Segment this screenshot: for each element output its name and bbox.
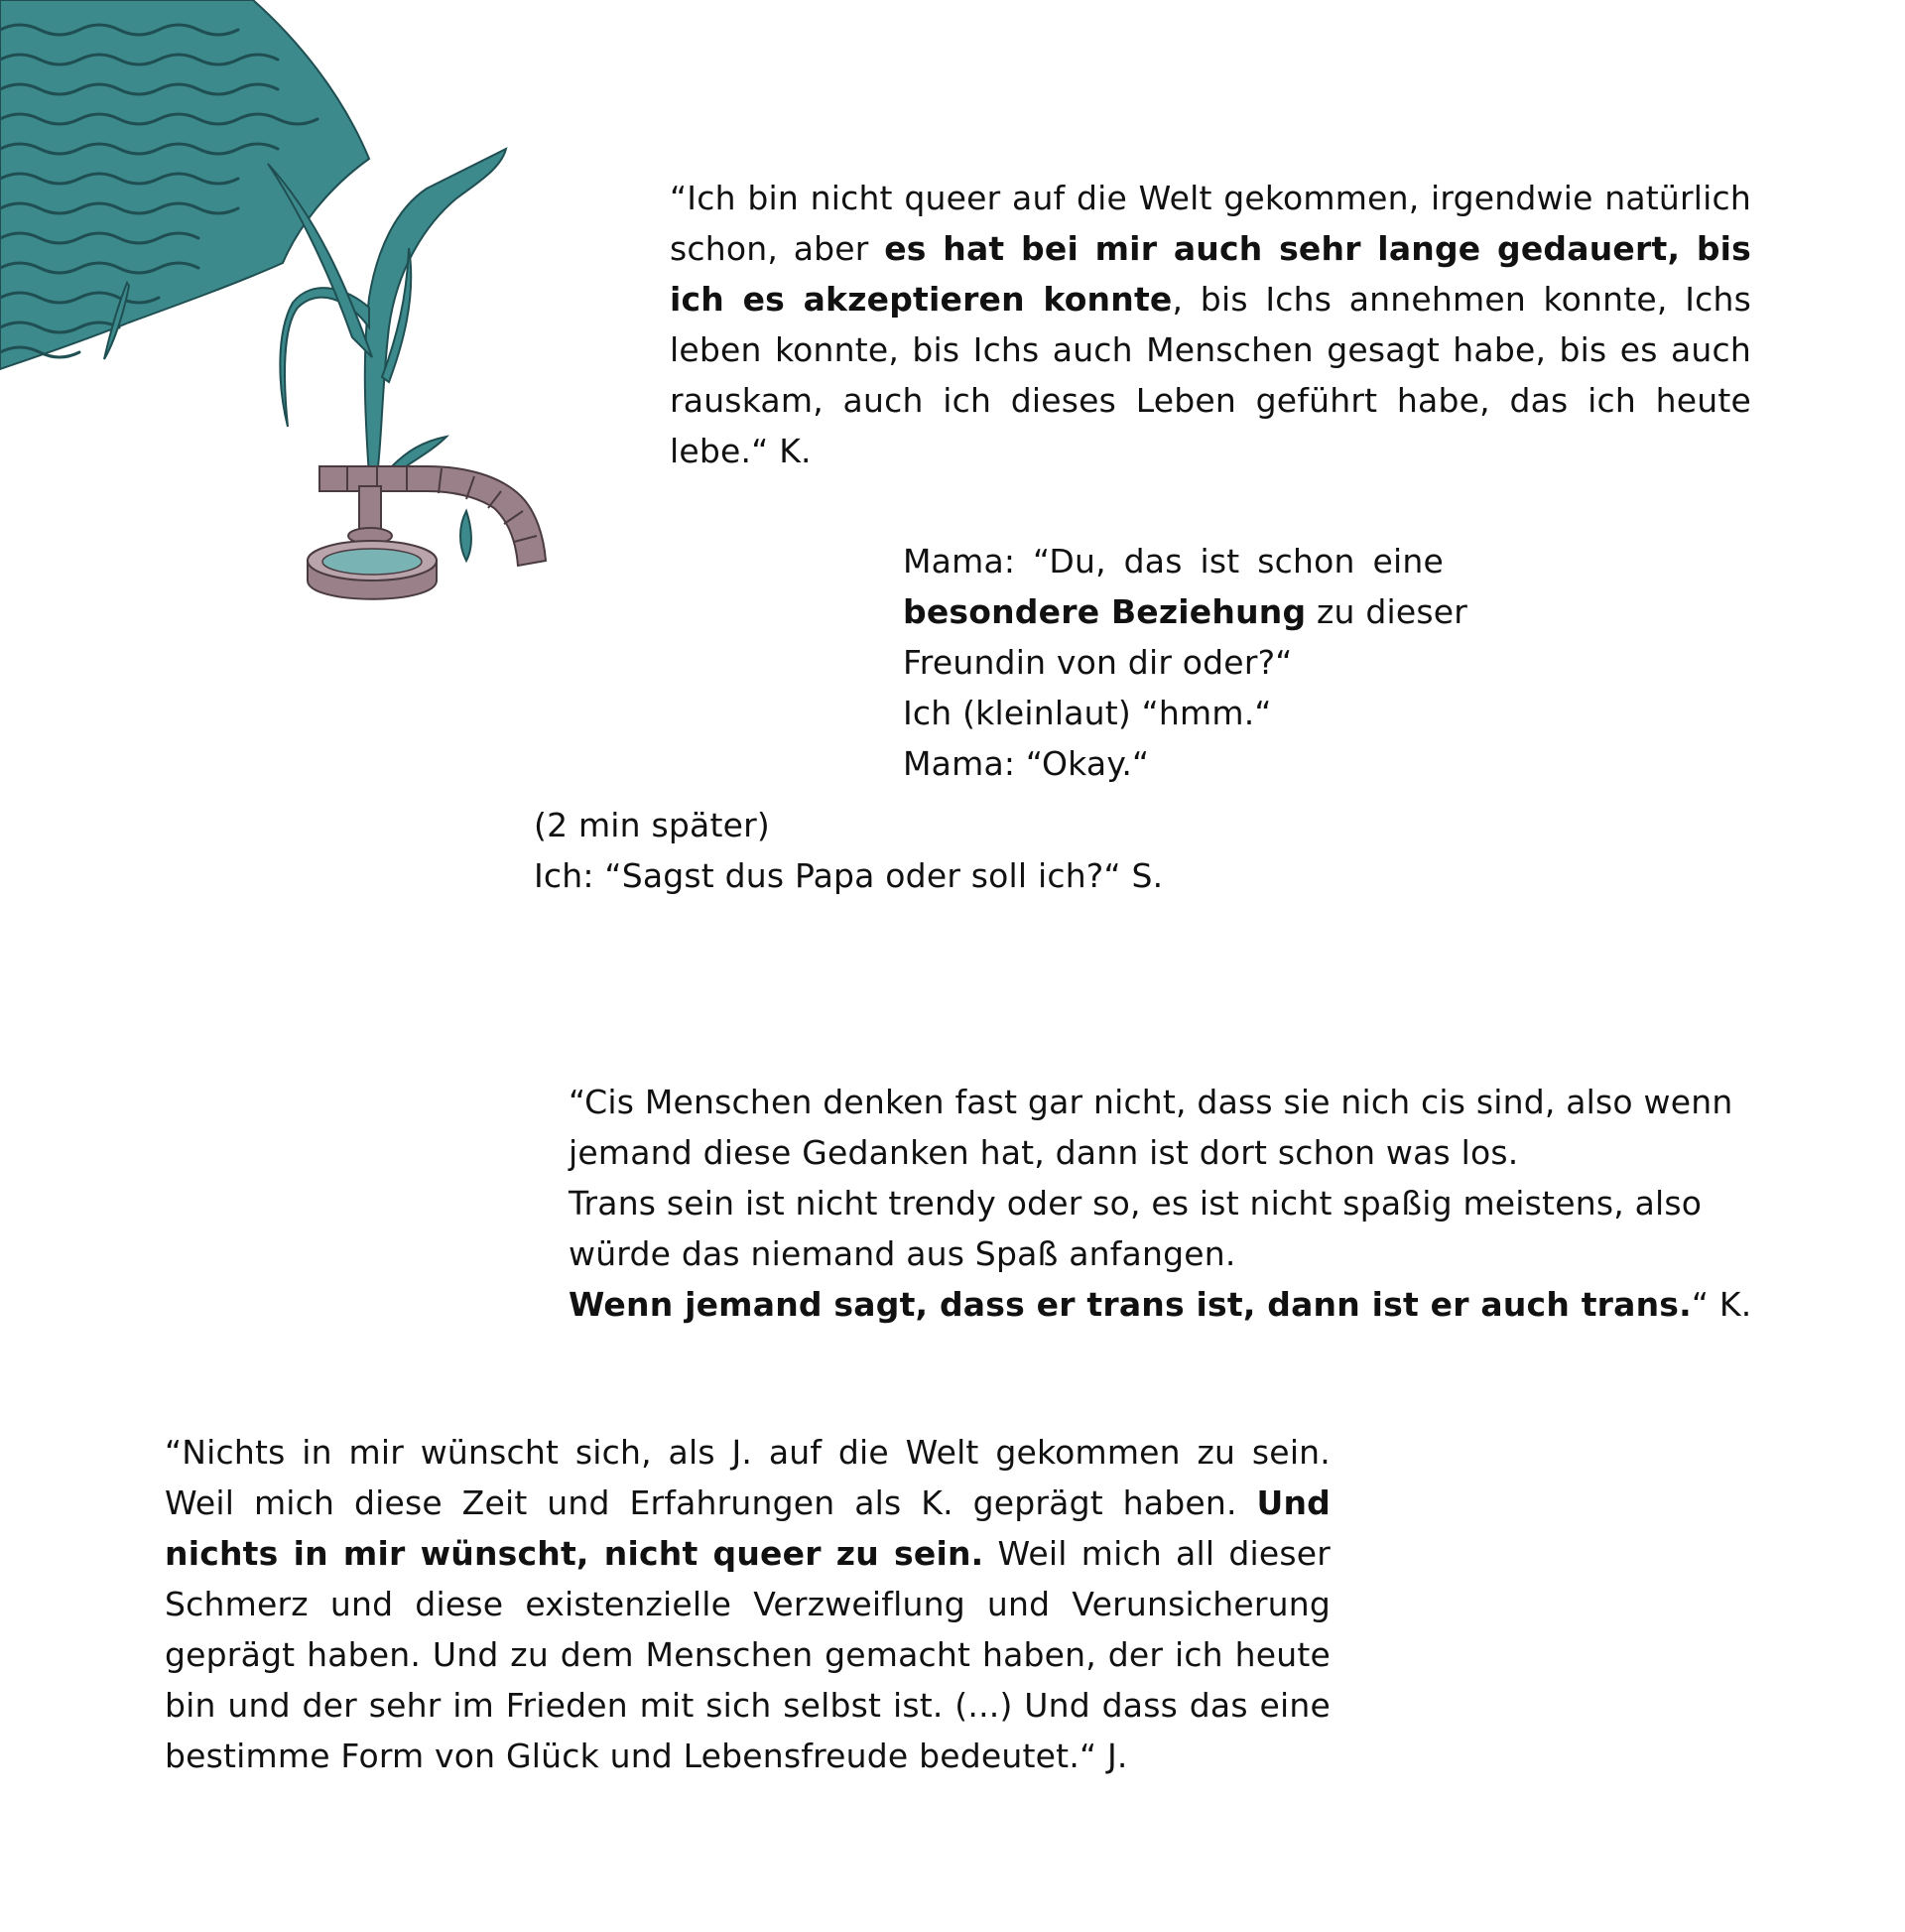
quote-text: Weil mich all dieser Schmerz und diese existenzielle Verzweiflung und Verunsicherung geprägt haben. Und zu dem Menschen gemacht haben, der ich heute bin und der sehr im Frieden mit sich selbst ist. (...) Und dass das eine bestimme Form von Glück und Lebensfreude bedeutet.“ J. — [165, 1534, 1331, 1775]
dialogue-line: Ich: “Sagst dus Papa oder soll ich?“ S. — [534, 856, 1164, 895]
quote-emphasis: Und nichts in mir wünscht, nicht queer zu sein. — [165, 1483, 1331, 1573]
fountain-plant-icon — [0, 0, 556, 615]
quote-line: würde das niemand aus Spaß anfangen. — [569, 1234, 1236, 1273]
quote-j — [165, 1427, 1331, 1781]
dialogue-line — [903, 586, 1467, 637]
dialogue-later — [534, 800, 1228, 901]
quote-text: “ K. — [1691, 1285, 1752, 1324]
quote-line — [569, 1279, 1752, 1330]
quote-text: “Ich bin nicht queer auf die Welt gekommen, irgendwie natürlich schon, aber — [670, 179, 1751, 268]
dialogue-line: Mama: “Du, das ist schon eine — [903, 542, 1444, 580]
quote-k-trans — [569, 1077, 1752, 1330]
quote-text: “Nichts in mir wünscht sich, als J. auf die Welt gekommen zu sein. Weil mich diese Zeit und Erfahrungen als K. geprägt haben. — [165, 1433, 1331, 1522]
quote-k-coming-out — [670, 173, 1751, 476]
dialogue-line: Ich (kleinlaut) “hmm.“ — [903, 694, 1272, 732]
quote-text: , bis Ichs annehmen konnte, Ichs leben konnte, bis Ichs auch Menschen gesagt habe, bis es auch rauskam, auch ich dieses Leben geführt habe, das ich heute lebe.“ K. — [670, 280, 1752, 470]
quote-line: jemand diese Gedanken hat, dann ist dort schon was los. — [569, 1133, 1519, 1172]
dialogue-line: Mama: “Okay.“ — [903, 744, 1150, 783]
dialogue-line: Freundin von dir oder?“ — [903, 643, 1293, 682]
dialogue-line: (2 min später) — [534, 806, 770, 844]
quote-line: “Cis Menschen denken fast gar nicht, dass sie nich cis sind, also wenn — [569, 1083, 1733, 1121]
dialogue-mama — [903, 536, 1467, 789]
quote-line: Trans sein ist nicht trendy oder so, es ist nicht spaßig meistens, also — [569, 1184, 1703, 1223]
dialogue-emphasis: besondere Beziehung — [903, 592, 1307, 631]
quote-emphasis: Wenn jemand sagt, dass er trans ist, dann ist er auch trans. — [569, 1285, 1692, 1324]
quote-emphasis: es hat bei mir auch sehr lange gedauert, bis ich es akzeptieren konnte — [670, 229, 1752, 319]
dialogue-text: zu dieser — [1306, 592, 1467, 631]
